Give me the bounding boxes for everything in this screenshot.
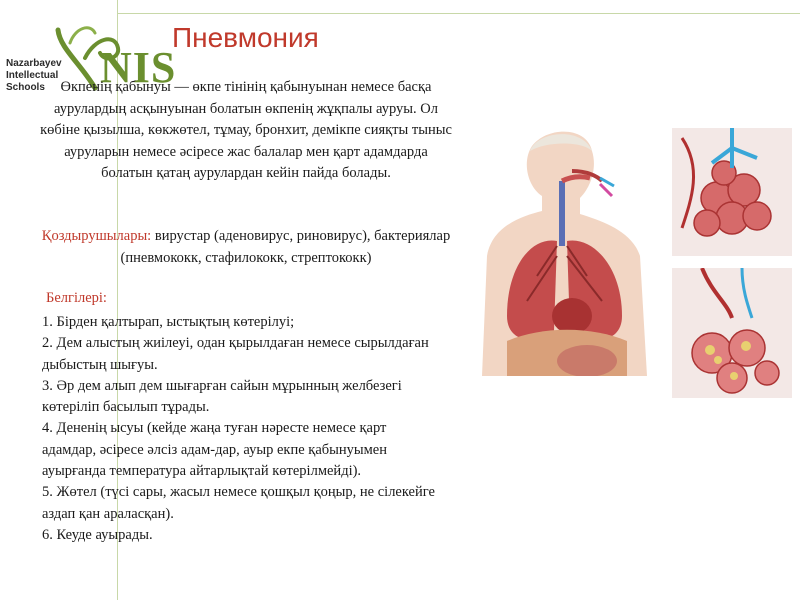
list-item: 2. Дем алыстың жиілеуі, одан қырылдаған немесе сырылдаған дыбыстың шығуы. bbox=[42, 335, 429, 373]
logo-line-2: Intellectual bbox=[6, 70, 59, 81]
list-item: 3. Әр дем алып дем шығарған сайын мұрынның желбезегі көтеріліп басылып тұрады. bbox=[42, 377, 402, 416]
causes-paragraph bbox=[40, 226, 452, 269]
causes-text: вирустар (аденовирус, риновирус), бактериялар (пневмококк, стафилококк, стрептококк) bbox=[120, 228, 451, 266]
signs-heading: Белгілері: bbox=[46, 290, 107, 306]
logo-line-3: Schools bbox=[6, 82, 45, 93]
intro-paragraph: Өкпенің қабынуы — өкпе тінінің қабынуынан немесе басқа аурулардың асқынуынан болатын өкпенің жұқпалы ауруы. Ол көбіне қызылша, көкжөтел, тұмау, бронхит, демікпе сияқты тыныс ауруларын немесе әсіресе жас балалар мен қарт адамдарда болатын қатаң аурулардан кейін пайда болады. bbox=[40, 79, 452, 181]
frame-line-horizontal bbox=[117, 13, 800, 14]
logo-nis-mark: NIS bbox=[100, 43, 177, 92]
page-title: Пневмония bbox=[172, 22, 319, 53]
alveoli-pneumonia-illustration bbox=[672, 268, 792, 398]
list-item: 5. Жөтел (түсі сары, жасыл немесе қошқыл қоңыр, не сілекейге аздап қан араласқан). bbox=[42, 484, 435, 522]
list-item: 4. Дененің ысуы (кейде жаңа туған нәресте немесе қарт адамдар, әсіресе әлсіз адам-дар, ауыр екпе қабынуымен ауырғанда температура айтарлықтай көтерілмейді). bbox=[42, 420, 388, 480]
list-item: 6. Кеуде ауырады. bbox=[42, 526, 153, 543]
signs-list bbox=[42, 312, 442, 546]
list-item: 1. Бірден қалтырап, ыстықтың көтерілуі; bbox=[42, 314, 295, 330]
causes-label: Қоздырушылары: bbox=[41, 228, 152, 244]
alveoli-healthy-illustration bbox=[672, 128, 792, 256]
logo-line-1: Nazarbayev bbox=[6, 58, 62, 69]
respiratory-anatomy-illustration bbox=[462, 126, 667, 376]
